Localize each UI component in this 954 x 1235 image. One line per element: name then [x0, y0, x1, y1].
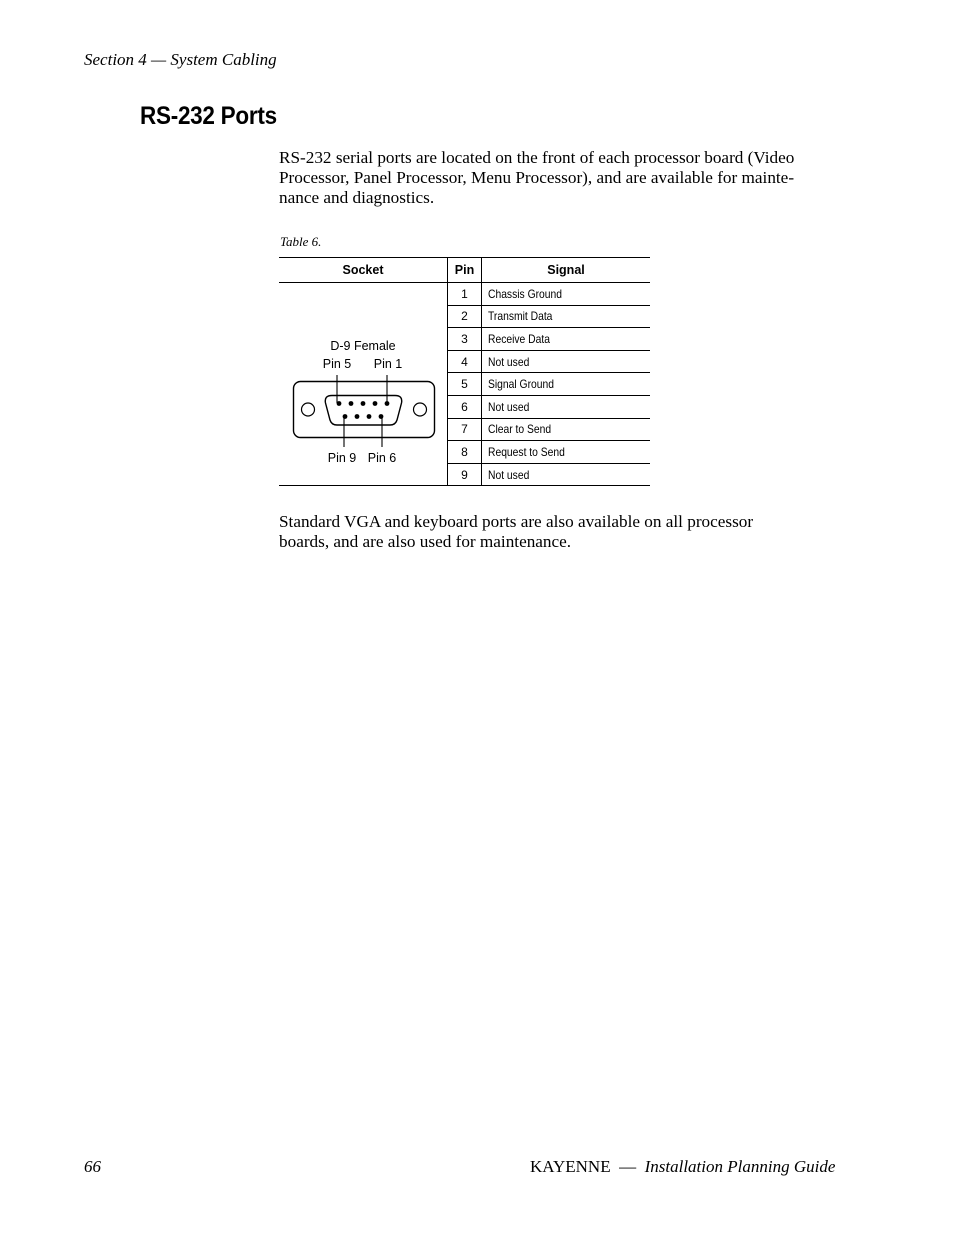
footer-product: KAYENNE — [530, 1157, 611, 1176]
closing-line: Standard VGA and keyboard ports are also available on all processor — [279, 512, 754, 531]
pin9-label: Pin 9 — [327, 451, 357, 465]
pin-number: 9 — [448, 463, 482, 486]
signal-name: Not used — [482, 463, 651, 486]
page-title: RS-232 Ports — [140, 102, 277, 130]
pin-9-dot — [343, 414, 348, 419]
intro-line: RS-232 serial ports are located on the front of each processor board (Video — [279, 148, 795, 167]
signal-name: Signal Ground — [482, 373, 651, 396]
running-header: Section 4 — System Cabling — [84, 50, 277, 69]
pin-number: 4 — [448, 350, 482, 373]
footer-guide-title: Installation Planning Guide — [644, 1157, 836, 1176]
table-row — [279, 283, 650, 306]
pin-number: 3 — [448, 328, 482, 351]
pin1-label: Pin 1 — [373, 357, 403, 371]
signal-name: Not used — [482, 350, 651, 373]
signal-name: Receive Data — [482, 328, 651, 351]
signal-name: Request to Send — [482, 441, 651, 464]
signal-column-header: Signal — [482, 258, 651, 283]
mounting-hole-right — [414, 403, 427, 416]
pin-column-header: Pin — [448, 258, 482, 283]
pin-number: 1 — [448, 283, 482, 306]
connector-label: D-9 Female — [330, 339, 396, 353]
table-caption: Table 6. — [280, 234, 322, 249]
pin-number: 6 — [448, 395, 482, 418]
pin-6-dot — [379, 414, 384, 419]
signal-name: Clear to Send — [482, 418, 651, 441]
intro-paragraph — [279, 148, 849, 208]
signal-name: Transmit Data — [482, 305, 651, 328]
pin-number: 8 — [448, 441, 482, 464]
signal-name: Not used — [482, 395, 651, 418]
pin-2-dot — [373, 401, 378, 406]
pin-number: 2 — [448, 305, 482, 328]
intro-line: Processor, Panel Processor, Menu Processor), and are available for mainte- — [279, 168, 795, 187]
d9-female-connector-diagram — [279, 283, 447, 487]
closing-paragraph — [279, 512, 849, 552]
pin5-label: Pin 5 — [322, 357, 352, 371]
pin-number: 5 — [448, 373, 482, 396]
socket-column-header: Socket — [279, 258, 448, 283]
socket-diagram-cell — [279, 283, 448, 486]
intro-line: nance and diagnostics. — [279, 188, 435, 207]
pin-7-dot — [367, 414, 372, 419]
rs232-pinout-table — [279, 257, 650, 486]
signal-name: Chassis Ground — [482, 283, 651, 306]
page-number: 66 — [84, 1157, 101, 1176]
table-header-row — [279, 258, 650, 283]
mounting-hole-left — [302, 403, 315, 416]
pin-3-dot — [361, 401, 366, 406]
running-footer — [530, 1157, 835, 1177]
pin6-label: Pin 6 — [367, 451, 397, 465]
pin-4-dot — [349, 401, 354, 406]
footer-separator: — — [619, 1157, 637, 1176]
closing-line: boards, and are also used for maintenance. — [279, 532, 572, 551]
pin-number: 7 — [448, 418, 482, 441]
pin-8-dot — [355, 414, 360, 419]
